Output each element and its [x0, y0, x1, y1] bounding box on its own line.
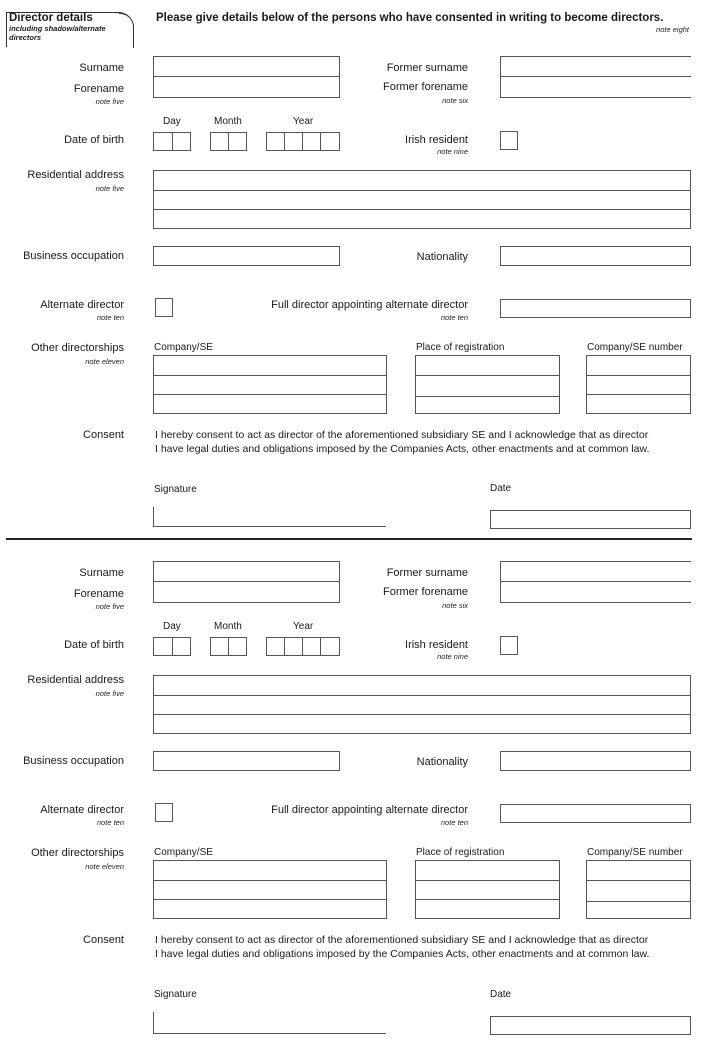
director-section-2	[0, 505, 713, 1005]
day-label: Day	[163, 116, 181, 127]
dob-day-divider	[172, 637, 173, 656]
company-se-number-label: Company/SE number	[587, 847, 683, 858]
former-surname-label: Former surname	[386, 567, 468, 579]
irish-resident-note: note nine	[437, 147, 468, 156]
tab-title: Director details	[9, 12, 93, 24]
date-label: Date	[490, 483, 512, 494]
address-line-1-input[interactable]	[154, 171, 690, 190]
place-divider-2	[415, 396, 560, 397]
place-of-registration-label: Place of registration	[416, 342, 505, 353]
month-label: Month	[214, 621, 242, 632]
tab-subtitle-1: including shadow/alternate	[9, 24, 106, 33]
surname-input[interactable]	[154, 57, 339, 76]
alternate-director-label: Alternate director	[40, 804, 124, 816]
surname-label: Surname	[79, 62, 124, 74]
place-of-registration-label: Place of registration	[416, 847, 505, 858]
alternate-director-label: Alternate director	[40, 299, 124, 311]
residential-address-note: note five	[95, 689, 124, 698]
forename-note: note five	[95, 602, 124, 611]
surname-box-edge	[339, 56, 340, 98]
business-occupation-input[interactable]	[153, 246, 340, 266]
signature-label: Signature	[154, 484, 197, 495]
dob-year-divider-2	[302, 132, 303, 151]
residential-address-label: Residential address	[27, 169, 124, 181]
other-directorships-label: Other directorships	[31, 847, 124, 859]
former-forename-note: note six	[442, 601, 468, 610]
consent-line-1: I hereby consent to act as director of the aforementioned subsidiary SE and I acknowledge that as director	[155, 934, 649, 946]
number-divider-2	[586, 394, 691, 395]
company-se-divider-2	[153, 899, 387, 900]
alternate-director-checkbox[interactable]	[155, 298, 173, 317]
former-forename-label: Former forename	[383, 81, 468, 93]
dob-year-divider-3	[320, 132, 321, 151]
residential-address-label: Residential address	[27, 674, 124, 686]
other-directorships-label: Other directorships	[31, 342, 124, 354]
address-line-3-input[interactable]	[154, 715, 690, 733]
business-occupation-input[interactable]	[153, 751, 340, 771]
address-line-3-input[interactable]	[154, 210, 690, 228]
number-divider-2	[586, 901, 691, 902]
surname-box-edge	[339, 561, 340, 603]
year-label: Year	[293, 116, 314, 127]
irish-resident-label: Irish resident	[405, 134, 468, 146]
dob-year-divider-3	[320, 637, 321, 656]
signature-line	[153, 1033, 386, 1034]
dob-month-divider	[228, 637, 229, 656]
instruction-note: note eight	[656, 25, 689, 34]
company-se-divider-2	[153, 394, 387, 395]
forename-input[interactable]	[154, 77, 339, 97]
address-line-2-input[interactable]	[154, 191, 690, 209]
alternate-director-checkbox[interactable]	[155, 803, 173, 822]
signature-label: Signature	[154, 989, 197, 1000]
irish-resident-checkbox[interactable]	[500, 131, 518, 150]
full-director-label: Full director appointing alternate director	[271, 804, 468, 816]
consent-line-1: I hereby consent to act as director of the aforementioned subsidiary SE and I acknowledge that as director	[155, 429, 649, 441]
full-director-label: Full director appointing alternate director	[271, 299, 468, 311]
dob-year-input[interactable]	[266, 637, 340, 656]
company-se-number-table[interactable]	[586, 860, 691, 919]
place-divider-1	[415, 880, 560, 881]
instruction-text: Please give details below of the persons who have consented in writing to become directors.	[156, 12, 664, 24]
nationality-label: Nationality	[416, 756, 468, 768]
number-divider-1	[586, 880, 691, 881]
forename-input[interactable]	[154, 582, 339, 602]
company-se-label: Company/SE	[154, 847, 213, 858]
nationality-input[interactable]	[500, 751, 691, 771]
consent-label: Consent	[83, 934, 124, 946]
month-label: Month	[214, 116, 242, 127]
company-se-number-label: Company/SE number	[587, 342, 683, 353]
surname-input[interactable]	[154, 562, 339, 581]
number-divider-1	[586, 375, 691, 376]
former-surname-input[interactable]	[501, 57, 690, 76]
former-forename-input[interactable]	[501, 77, 690, 97]
full-director-input[interactable]	[500, 299, 691, 318]
alternate-director-note: note ten	[96, 313, 124, 322]
nationality-input[interactable]	[500, 246, 691, 266]
other-directorships-note: note eleven	[85, 862, 124, 871]
forename-label: Forename	[73, 83, 124, 95]
company-se-table[interactable]	[153, 355, 387, 414]
irish-resident-label: Irish resident	[405, 639, 468, 651]
irish-resident-note: note nine	[437, 652, 468, 661]
alternate-director-note: note ten	[96, 818, 124, 827]
place-divider-1	[415, 375, 560, 376]
company-se-number-table[interactable]	[586, 355, 691, 414]
date-input[interactable]	[490, 1016, 691, 1035]
dob-day-divider	[172, 132, 173, 151]
company-se-divider-1	[153, 880, 387, 881]
date-of-birth-label: Date of birth	[64, 134, 124, 146]
former-forename-input[interactable]	[501, 582, 690, 602]
full-director-input[interactable]	[500, 804, 691, 823]
residential-address-note: note five	[95, 184, 124, 193]
former-surname-input[interactable]	[501, 562, 690, 581]
company-se-label: Company/SE	[154, 342, 213, 353]
company-se-table[interactable]	[153, 860, 387, 919]
date-of-birth-label: Date of birth	[64, 639, 124, 651]
full-director-note: note ten	[440, 313, 468, 322]
forename-label: Forename	[73, 588, 124, 600]
dob-year-divider-2	[302, 637, 303, 656]
former-forename-note: note six	[442, 96, 468, 105]
place-of-registration-table[interactable]	[415, 860, 560, 919]
consent-label: Consent	[83, 429, 124, 441]
dob-year-divider-1	[284, 637, 285, 656]
dob-month-divider	[228, 132, 229, 151]
business-occupation-label: Business occupation	[23, 755, 124, 767]
place-divider-2	[415, 899, 560, 900]
nationality-label: Nationality	[416, 251, 468, 263]
address-line-2-input[interactable]	[154, 696, 690, 714]
irish-resident-checkbox[interactable]	[500, 636, 518, 655]
surname-label: Surname	[79, 567, 124, 579]
date-label: Date	[490, 989, 512, 1000]
full-director-note: note ten	[440, 818, 468, 827]
signature-field[interactable]	[154, 1011, 386, 1033]
place-of-registration-table[interactable]	[415, 355, 560, 414]
dob-year-divider-1	[284, 132, 285, 151]
director-section-1	[0, 0, 713, 500]
former-surname-label: Former surname	[386, 62, 468, 74]
former-forename-label: Former forename	[383, 586, 468, 598]
year-label: Year	[293, 621, 314, 632]
company-se-divider-1	[153, 375, 387, 376]
forename-note: note five	[95, 97, 124, 106]
consent-line-2: I have legal duties and obligations imposed by the Companies Acts, other enactments and at common law.	[155, 948, 650, 960]
tab-subtitle-2: directors	[9, 33, 42, 42]
business-occupation-label: Business occupation	[23, 250, 124, 262]
address-line-1-input[interactable]	[154, 676, 690, 695]
consent-line-2: I have legal duties and obligations imposed by the Companies Acts, other enactments and at common law.	[155, 443, 650, 455]
other-directorships-note: note eleven	[85, 357, 124, 366]
day-label: Day	[163, 621, 181, 632]
dob-year-input[interactable]	[266, 132, 340, 151]
